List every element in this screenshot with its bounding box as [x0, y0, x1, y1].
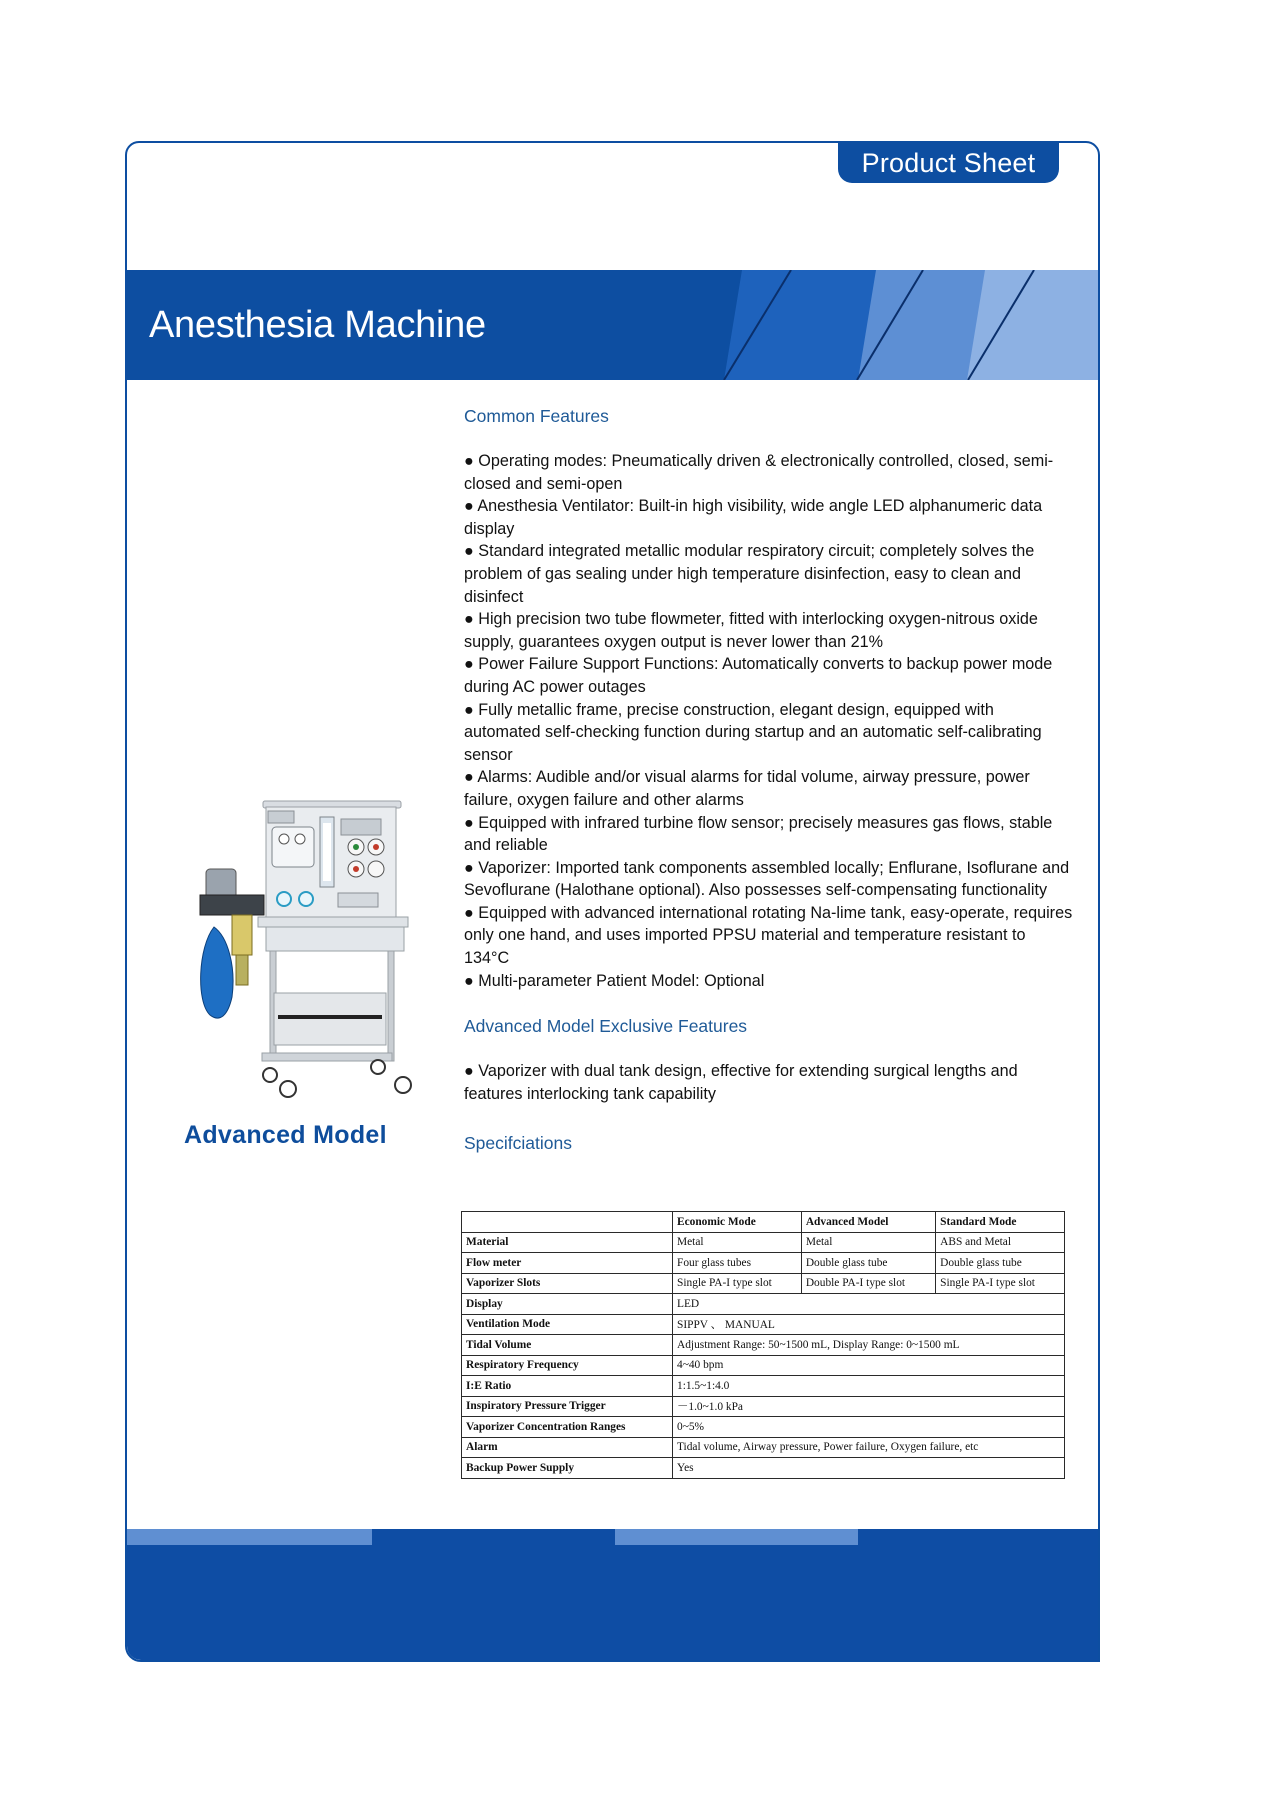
- feature-bullet: ● Anesthesia Ventilator: Built-in high visibility, wide angle LED alphanumeric data display: [464, 497, 1043, 538]
- table-row: [462, 1314, 1065, 1335]
- table-cell: Double glass tube: [801, 1253, 935, 1274]
- column-header: Advanced Model: [801, 1212, 935, 1233]
- table-cell: 4~40 bpm: [673, 1355, 1065, 1376]
- advanced-features-heading: Advanced Model Exclusive Features: [464, 1016, 748, 1037]
- row-label: Vaporizer Slots: [462, 1273, 673, 1294]
- footer-stripe: [615, 1529, 858, 1545]
- table-cell: ABS and Metal: [936, 1232, 1065, 1253]
- column-header: Standard Mode: [936, 1212, 1065, 1233]
- table-cell: LED: [673, 1294, 1065, 1315]
- feature-bullet: ● Operating modes: Pneumatically driven & electronically controlled, closed, semi-closed and semi-open: [464, 452, 1054, 493]
- table-cell: Four glass tubes: [673, 1253, 802, 1274]
- table-cell: Double PA-I type slot: [801, 1273, 935, 1294]
- feature-bullet: ● High precision two tube flowmeter, fitted with interlocking oxygen-nitrous oxide supply, guarantees oxygen output is never lower than 21%: [464, 610, 1038, 651]
- row-label: Alarm: [462, 1437, 673, 1458]
- table-cell: 1:1.5~1:4.0: [673, 1376, 1065, 1397]
- table-cell: Metal: [801, 1232, 935, 1253]
- feature-bullet: ● Multi-parameter Patient Model: Optional: [464, 971, 765, 990]
- table-row: [462, 1294, 1065, 1315]
- footer-stripe: [372, 1529, 615, 1545]
- table-cell: SIPPV 、 MANUAL: [673, 1314, 1065, 1335]
- specifications-table: [461, 1211, 1065, 1479]
- feature-bullet: ● Power Failure Support Functions: Automatically converts to backup power mode during AC power outages: [464, 655, 1053, 696]
- row-label: Tidal Volume: [462, 1335, 673, 1356]
- anesthesia-machine-image: [188, 797, 428, 1117]
- row-label: Inspiratory Pressure Trigger: [462, 1396, 673, 1417]
- row-label: Respiratory Frequency: [462, 1355, 673, 1376]
- row-label: Display: [462, 1294, 673, 1315]
- footer-stripe: [127, 1529, 372, 1545]
- model-label: Advanced Model: [184, 1121, 387, 1149]
- row-label: I:E Ratio: [462, 1376, 673, 1397]
- footer-band: [127, 1529, 1100, 1662]
- table-row: [462, 1273, 1065, 1294]
- title-banner: [127, 270, 1100, 380]
- table-cell: Adjustment Range: 50~1500 mL, Display Range: 0~1500 mL: [673, 1335, 1065, 1356]
- table-header-row: [462, 1212, 1065, 1233]
- table-row: [462, 1417, 1065, 1438]
- feature-bullet: ● Alarms: Audible and/or visual alarms for tidal volume, airway pressure, power failure, oxygen failure and other alarms: [464, 768, 1030, 809]
- row-label: Material: [462, 1232, 673, 1253]
- feature-bullet: ● Equipped with infrared turbine flow sensor; precisely measures gas flows, stable and reliable: [464, 813, 1053, 855]
- table-row: [462, 1376, 1065, 1397]
- advanced-feature-bullet: ● Vaporizer with dual tank design, effective for extending surgical lengths and features interlocking tank capability: [464, 1062, 1018, 1103]
- table-cell: Metal: [673, 1232, 802, 1253]
- table-row: [462, 1355, 1065, 1376]
- table-row: [462, 1253, 1065, 1274]
- table-cell: Single PA-I type slot: [936, 1273, 1065, 1294]
- row-label: Ventilation Mode: [462, 1314, 673, 1335]
- product-sheet-badge: Product Sheet: [838, 143, 1059, 183]
- table-corner-cell: [462, 1212, 673, 1233]
- column-header: Economic Mode: [673, 1212, 802, 1233]
- page-title: Anesthesia Machine: [149, 304, 486, 346]
- row-label: Flow meter: [462, 1253, 673, 1274]
- table-cell: Tidal volume, Airway pressure, Power failure, Oxygen failure, etc: [673, 1437, 1065, 1458]
- table-row: [462, 1458, 1065, 1479]
- feature-bullet: ● Vaporizer: Imported tank components assembled locally; Enflurane, Isoflurane and Sevoflurane (Halothane optional). Also possesses self-compensating functionality: [464, 858, 1070, 900]
- table-row: [462, 1232, 1065, 1253]
- table-cell: Yes: [673, 1458, 1065, 1479]
- table-row: [462, 1335, 1065, 1356]
- content-column: [464, 405, 1074, 1154]
- table-row: [462, 1396, 1065, 1417]
- feature-bullet: ● Fully metallic frame, precise construction, elegant design, equipped with automated self-checking function during startup and an automatic self-calibrating sensor: [464, 700, 1042, 764]
- row-label: Backup Power Supply: [462, 1458, 673, 1479]
- table-cell: Double glass tube: [936, 1253, 1065, 1274]
- table-row: [462, 1437, 1065, 1458]
- specifications-heading: Specifciations: [464, 1133, 572, 1154]
- common-features-heading: Common Features: [464, 406, 609, 426]
- table-cell: 0~5%: [673, 1417, 1065, 1438]
- table-cell: Single PA-I type slot: [673, 1273, 802, 1294]
- row-label: Vaporizer Concentration Ranges: [462, 1417, 673, 1438]
- table-cell: －1.0~1.0 kPa: [673, 1396, 1065, 1417]
- feature-bullet: ● Standard integrated metallic modular respiratory circuit; completely solves the problem of gas sealing under high temperature disinfection, easy to clean and disinfect: [464, 542, 1035, 606]
- feature-bullet: ● Equipped with advanced international rotating Na-lime tank, easy-operate, requires only one hand, and uses imported PPSU material and temperature resistant to 134°C: [464, 903, 1073, 968]
